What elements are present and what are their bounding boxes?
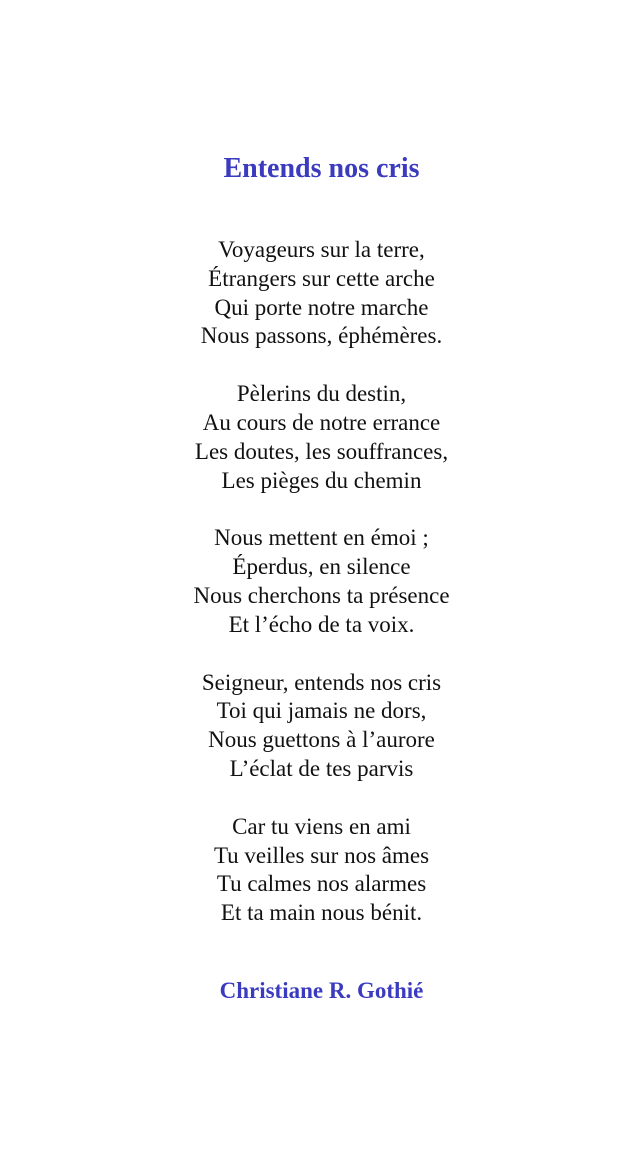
- poem-line: Voyageurs sur la terre,: [218, 237, 425, 262]
- poem-line: Les pièges du chemin: [221, 467, 422, 493]
- stanza-3: [0, 524, 643, 639]
- poem-line: Car tu viens en ami: [232, 813, 411, 839]
- stanza-4: [0, 669, 643, 784]
- poem-line: Nous cherchons ta présence: [193, 582, 450, 608]
- poem-line: Éperdus, en silence: [232, 554, 411, 580]
- poem-body: [0, 236, 643, 957]
- poem-title: Entends nos cris: [223, 153, 420, 184]
- stanza-5: [0, 813, 643, 928]
- poem-line: Nous guettons à l’aurore: [208, 727, 435, 753]
- poem-line: Tu veilles sur nos âmes: [213, 842, 430, 868]
- poem-line: Nous passons, éphémères.: [200, 323, 443, 349]
- stanza-1: [0, 236, 643, 351]
- poem-line: Qui porte notre marche: [214, 294, 429, 320]
- poem-line: Étrangers sur cette arche: [208, 265, 435, 291]
- poem-author: Christiane R. Gothié: [219, 978, 424, 1003]
- poem-line: Au cours de notre errance: [202, 409, 441, 435]
- poem-line: Et l’écho de ta voix.: [228, 611, 415, 637]
- poem-line: Et ta main nous bénit.: [220, 900, 423, 926]
- poem-line: Seigneur, entends nos cris: [201, 669, 442, 695]
- poem-line: Tu calmes nos alarmes: [216, 871, 427, 897]
- poem-line: Toi qui jamais ne dors,: [216, 698, 427, 724]
- poem-line: Pèlerins du destin,: [236, 381, 407, 407]
- poem-line: Les doutes, les souffrances,: [194, 438, 449, 464]
- poem-line: Nous mettent en émoi ;: [214, 525, 429, 551]
- stanza-2: [0, 380, 643, 495]
- poem-line: L’éclat de tes parvis: [229, 755, 414, 781]
